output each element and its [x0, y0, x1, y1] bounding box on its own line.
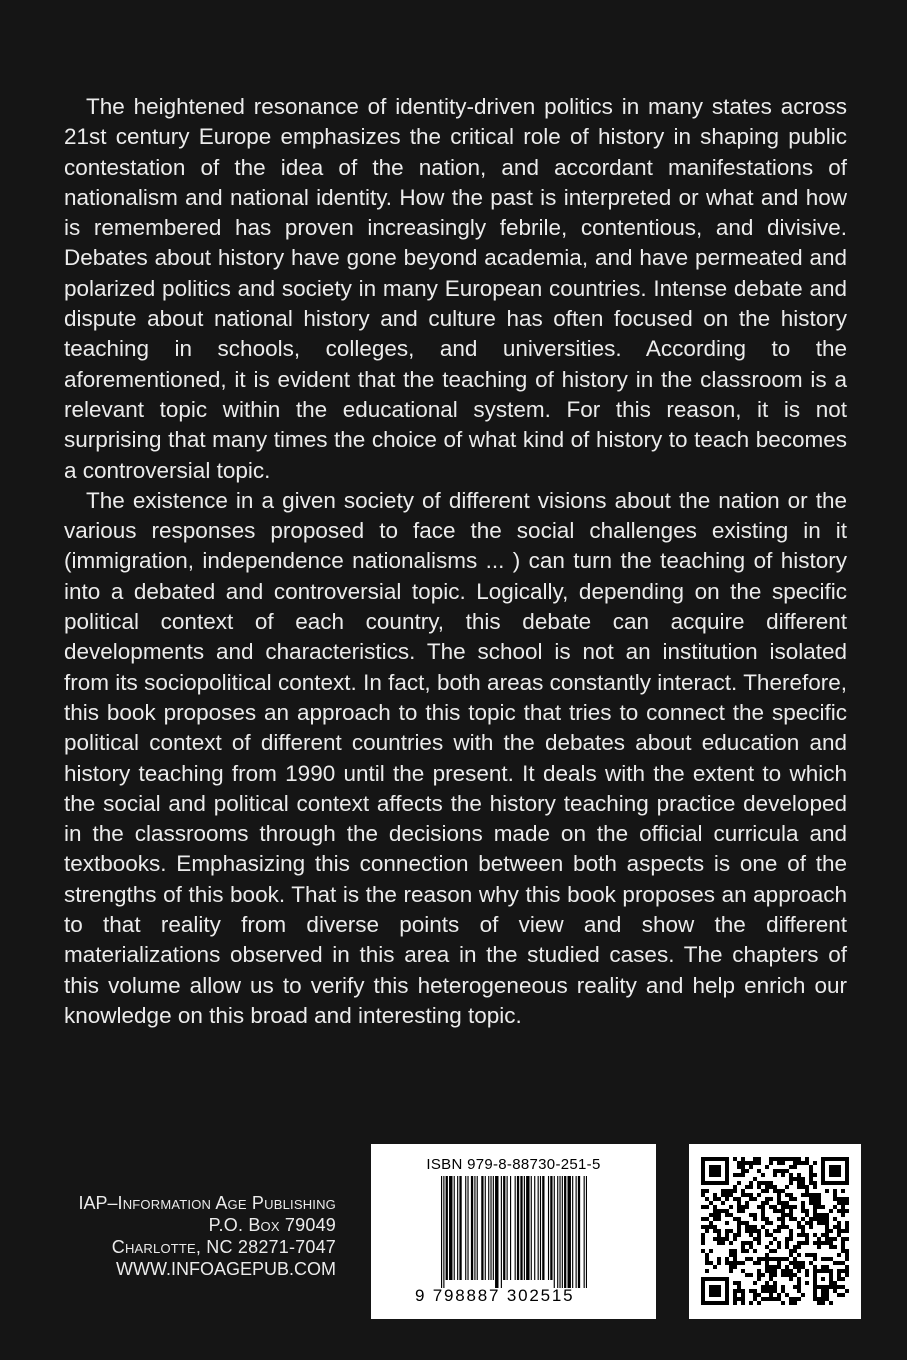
isbn-barcode-label	[371, 1144, 656, 1319]
publisher-website: WWW.INFOAGEPUB.COM	[116, 1259, 336, 1279]
publisher-po-box: P.O. Box 79049	[208, 1215, 336, 1235]
publisher-city: Charlotte, NC 28271-7047	[111, 1237, 336, 1257]
barcode-digits: 9 798887 302515	[415, 1286, 575, 1305]
isbn-number: ISBN 979-8-88730-251-5	[426, 1156, 601, 1173]
qr-code-label	[689, 1144, 861, 1319]
publisher-address-block	[78, 1192, 336, 1280]
blurb-paragraph-2: The existence in a given society of different visions about the nation or the various responses proposed to face the social challenges existing in it (immigration, independence nationalisms ... ) can turn the teaching of history into a debated and controversial topic. Logically, depending on the specific political context of each country, this debate can acquire different developments and characteristics. The school is not an institution isolated from its sociopolitical context. In fact, both areas constantly interact. Therefore, this book proposes an approach to this topic that tries to connect the specific political context of different countries with the debates about education and history teaching from 1990 until the present. It deals with the extent to which the social and political context affects the history teaching practice developed in the classrooms through the decisions made on the official curricula and textbooks. Emphasizing this connection between both aspects is one of the strengths of this book. That is the reason why this book proposes an approach to that reality from diverse points of view and show the different materializations observed in this area in the studied cases. The chapters of this volume allow us to verify this heterogeneous reality and help enrich our knowledge on this broad and interesting topic.	[64, 487, 847, 1028]
barcode-icon	[441, 1176, 587, 1288]
blurb-paragraph-1: The heightened resonance of identity-driven politics in many states across 21st century Europe emphasizes the critical role of history in shaping public contestation of the idea of the nation, and accordant manifestations of nationalism and national identity. How the past is interpreted or what and how is remembered has proven increasingly febrile, contentious, and divisive. Debates about history have gone beyond academia, and have permeated and polarized politics and society in many European countries. Intense debate and dispute about national history and culture has often focused on the history teaching in schools, colleges, and universities. According to the aforementioned, it is evident that the teaching of history in the classroom is a relevant topic within the educational system. For this reason, it is not surprising that many times the choice of what kind of history to teach becomes a controversial topic.	[64, 94, 847, 483]
back-cover-blurb	[64, 92, 847, 1031]
publisher-name: IAP–Information Age Publishing	[78, 1193, 336, 1213]
qr-code-icon	[701, 1157, 849, 1305]
